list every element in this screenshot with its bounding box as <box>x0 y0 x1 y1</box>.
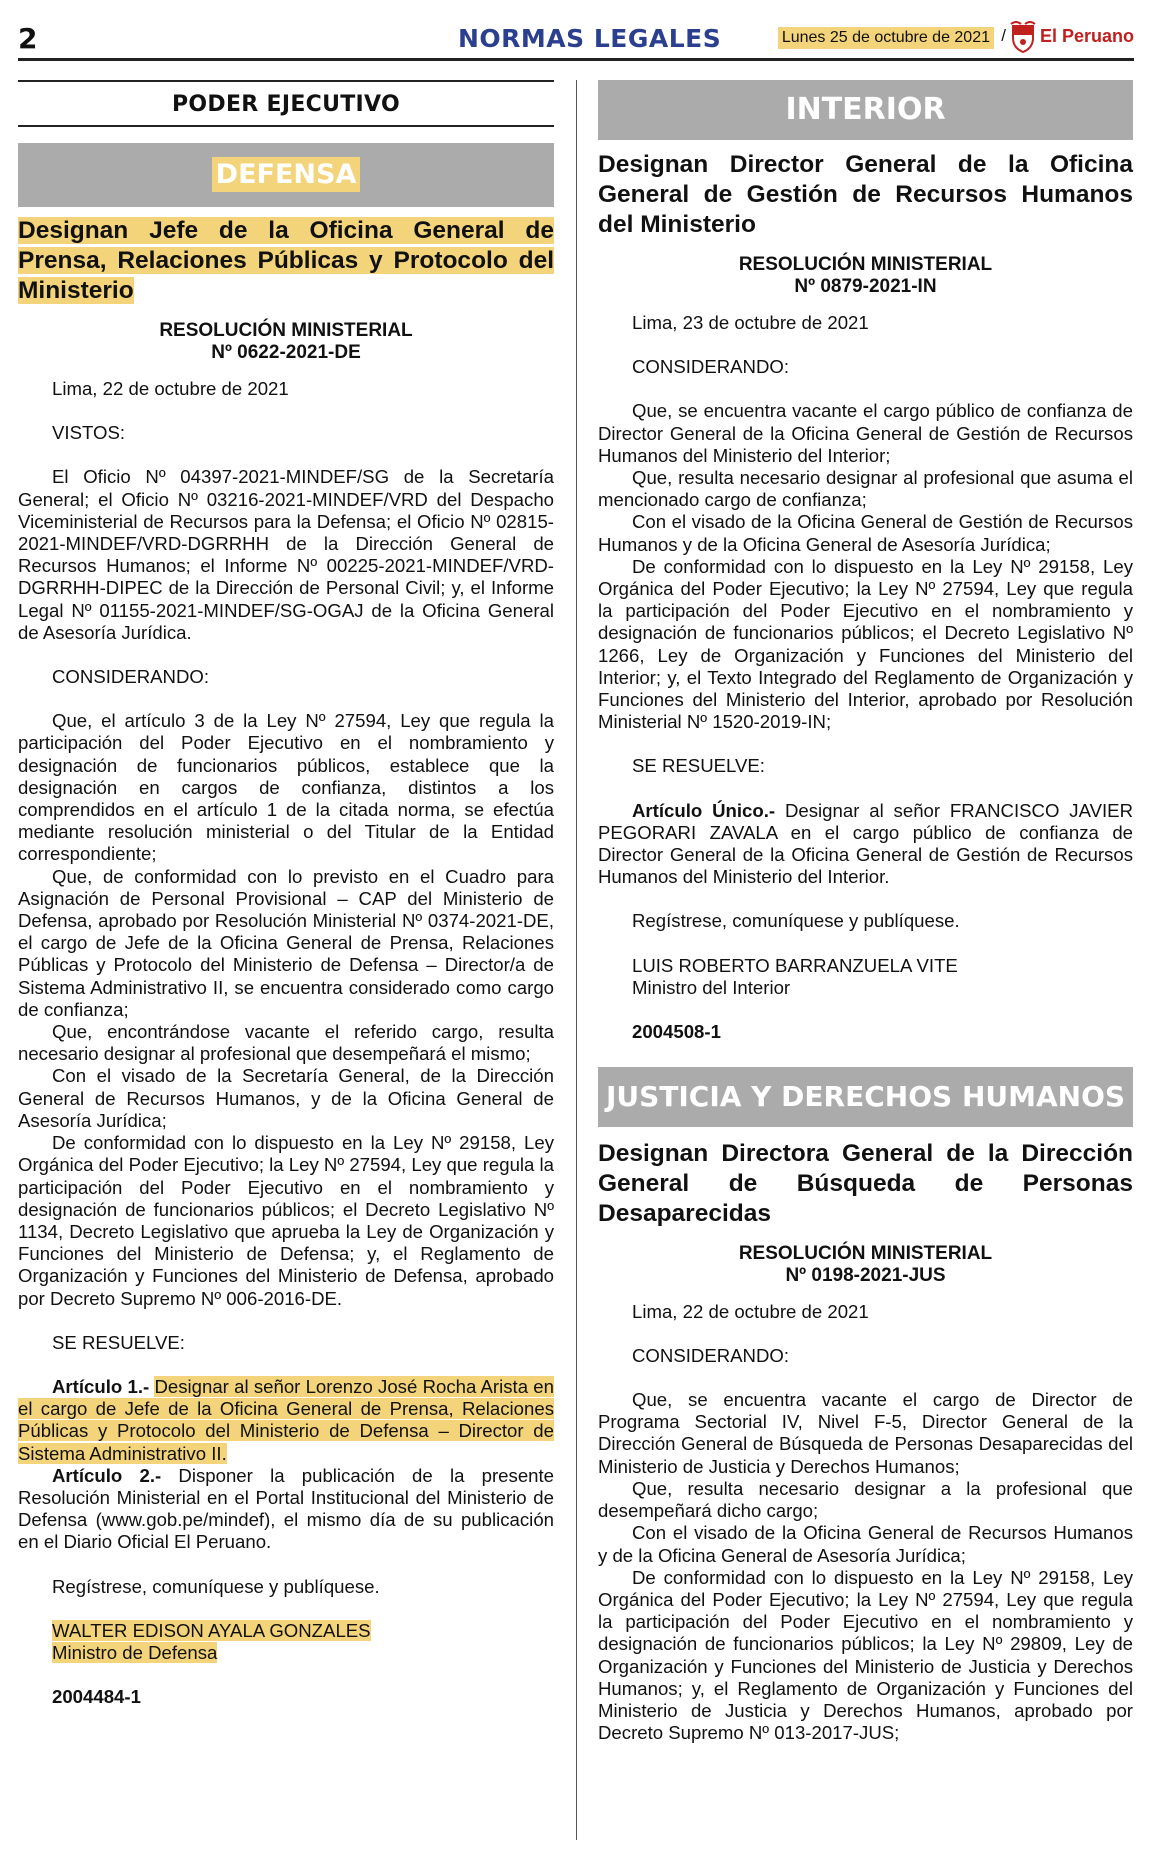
article-2: Artículo 2.- Disponer la publicación de la presente Resolución Ministerial en el Portal Institucional del Ministerio de Defensa (www.gob.pe/mindef), el mismo día de su publicación en el Diario Oficial El Peruano. <box>18 1464 555 1553</box>
sector-band-interior: INTERIOR <box>598 80 1133 140</box>
article-title: Designan Director General de la Oficina General de Gestión de Recursos Humanos del Ministerio <box>598 151 1133 238</box>
page-number: 2 <box>18 22 38 55</box>
signature: WALTER EDISON AYALA GONZALES Ministro de Defensa <box>52 1619 371 1663</box>
resuelve-label: SE RESUELVE: <box>632 755 765 777</box>
place-date: Lima, 23 de octubre de 2021 <box>632 312 869 333</box>
vistos-text: El Oficio Nº 04397-2021-MINDEF/SG de la Secretaría General; el Oficio Nº 03216-2021-MINDEF/VRD del Despacho Viceministerial de Recursos para la Defensa; el Oficio Nº 02815-2021-MINDEF/VRD-DGRRHH de la Dirección General de Recursos Humanos; el Informe Nº 00225-2021-MINDEF/VRD-DGRRHH-DIPEC de la Dirección de Personal Civil; y, el Informe Legal Nº 01155-2021-MINDEF/SG-OGAJ de la Oficina General de Asesoría Jurídica. <box>18 466 554 643</box>
considerandos <box>598 1389 1133 1744</box>
resuelve-label: SE RESUELVE: <box>52 1331 185 1353</box>
left-column <box>18 80 554 1708</box>
article-unico: Artículo Único.- Designar al señor FRANCISCO JAVIER PEGORARI ZAVALA en el cargo público de confianza de Director General de la Oficina General de Gestión de Recursos Humanos del Ministerio del Interior. <box>598 799 1133 888</box>
considerandos <box>18 710 554 1309</box>
paragraph: De conformidad con lo dispuesto en la Ley Nº 29158, Ley Orgánica del Poder Ejecutivo; la Ley Nº 27594, Ley que regula la participación del Poder Ejecutivo en el nombramiento y designación de funcionarios públicos; el Decreto Legislativo Nº 1266, Ley de Organización y Funciones del Ministerio del Interior; y, el Texto Integrado del Reglamento de Organización y Funciones del Ministerio del Interior, aprobado por Resolución Ministerial Nº 1520-2019-IN; <box>598 555 1133 733</box>
sector-label: DEFENSA <box>212 157 361 192</box>
paragraph: Con el visado de la Oficina General de Recursos Humanos y de la Oficina General de Asesoría Jurídica; <box>598 1522 1133 1566</box>
considerando-label: CONSIDERANDO: <box>632 356 790 378</box>
paragraph: Que, se encuentra vacante el cargo de Director de Programa Sectorial IV, Nivel F-5, Director General de la Dirección General de Búsqueda de Personas Desaparecidas del Ministerio de Justicia y Derechos Humanos; <box>598 1389 1133 1477</box>
page-header <box>18 18 1134 61</box>
newspaper-name: El Peruano <box>1039 26 1134 46</box>
place-date: Lima, 22 de octubre de 2021 <box>632 1300 869 1322</box>
closing: Regístrese, comuníquese y publíquese. <box>632 910 960 932</box>
right-column <box>598 80 1133 1744</box>
article-title: Designan Jefe de la Oficina General de Prensa, Relaciones Públicas y Protocolo del Ministerio <box>18 217 554 304</box>
place-date: Lima, 22 de octubre de 2021 <box>52 378 289 399</box>
publication-code: 2004484-1 <box>52 1685 141 1707</box>
poder-heading: PODER EJECUTIVO <box>18 80 554 127</box>
article-title: Designan Directora General de la Dirección General de Búsqueda de Personas Desaparecidas <box>598 1139 1133 1227</box>
column-divider <box>576 80 577 1840</box>
publication-code: 2004508-1 <box>632 1020 721 1042</box>
considerando-label: CONSIDERANDO: <box>52 666 210 688</box>
paragraph: Con el visado de la Secretaría General, de la Dirección General de Recursos Humanos, y de la Oficina General de Asesoría Jurídica; <box>18 1065 554 1131</box>
considerando-label: CONSIDERANDO: <box>632 1344 790 1366</box>
paragraph: Que, de conformidad con lo previsto en el Cuadro para Asignación de Personal Provisional – CAP del Ministerio de Defensa, aprobado por Resolución Ministerial Nº 0374-2021-DE, el cargo de Jefe de la Oficina General de Prensa, Relaciones Públicas y Protocolo del Ministerio de Defensa – Director/a de Sistema Administrativo II, se encuentra considerado como cargo de confianza; <box>18 865 554 1020</box>
sector-band-justicia: JUSTICIA Y DERECHOS HUMANOS <box>598 1067 1133 1127</box>
paragraph: Que, encontrándose vacante el referido cargo, resulta necesario designar al profesional que desempeñará el mismo; <box>18 1021 554 1065</box>
peru-coat-of-arms-icon <box>1010 20 1036 54</box>
paragraph: De conformidad con lo dispuesto en la Ley Nº 29158, Ley Orgánica del Poder Ejecutivo; la Ley Nº 27594, Ley que regula la participación del Poder Ejecutivo en el nombramiento y designación de funcionarios públicos; la Ley Nº 29809, Ley de Organización y Funciones del Ministerio de Justicia y Derechos Humanos; y, el Reglamento de Organización y Funciones del Ministerio de Justicia y Derechos Humanos, aprobado por Decreto Supremo Nº 013-2017-JUS; <box>598 1566 1133 1744</box>
paragraph: Que, se encuentra vacante el cargo público de confianza de Director General de la Oficina General de Gestión de Recursos Humanos del Ministerio del Interior; <box>598 400 1133 466</box>
resolution-heading: RESOLUCIÓN MINISTERIAL Nº 0879-2021-IN <box>738 254 993 297</box>
paragraph: De conformidad con lo dispuesto en la Ley Nº 29158, Ley Orgánica del Poder Ejecutivo; la Ley Nº 27594, Ley que regula la participación del Poder Ejecutivo en el nombramiento y designación de funcionarios públicos; el Decreto Legislativo Nº 1134, Decreto Legislativo que aprueba la Ley de Organización y Funciones del Ministerio de Defensa; y, el Reglamento de Organización y Funciones del Ministerio de Defensa, aprobado por Decreto Supremo Nº 006-2016-DE. <box>18 1132 555 1309</box>
paragraph: Con el visado de la Oficina General de Gestión de Recursos Humanos y de la Oficina General de Asesoría Jurídica; <box>598 511 1133 555</box>
considerandos <box>598 400 1133 733</box>
section-title: NORMAS LEGALES <box>458 24 722 53</box>
signature: LUIS ROBERTO BARRANZUELA VITE Ministro del Interior <box>632 954 958 998</box>
resolution-heading: RESOLUCIÓN MINISTERIAL Nº 0622-2021-DE <box>159 320 413 363</box>
article-1: Artículo 1.- Designar al señor Lorenzo José Rocha Arista en el cargo de Jefe de la Oficina General de Prensa, Relaciones Públicas y Protocolo del Ministerio de Defensa – Director de Sistema Administrativo II. <box>18 1375 554 1464</box>
paragraph: Que, resulta necesario designar a la profesional que desempeñará dicho cargo; <box>598 1477 1133 1522</box>
vistos-label: VISTOS: <box>52 422 126 444</box>
resolution-heading: RESOLUCIÓN MINISTERIAL Nº 0198-2021-JUS <box>738 1242 993 1286</box>
paragraph: Que, el artículo 3 de la Ley Nº 27594, Ley que regula la participación del Poder Ejecutivo en el nombramiento y designación de funcionarios públicos, establece que la designación en cargos de confianza, distintos a los comprendidos en el artículo 1 de la citada norma, se efectúa mediante resolución ministerial o del Titular de la Entidad correspondiente; <box>18 710 554 865</box>
closing: Regístrese, comuníquese y publíquese. <box>52 1575 380 1597</box>
issue-date: Lunes 25 de octubre de 2021 <box>778 27 994 49</box>
paragraph: Que, resulta necesario designar al profesional que asuma el mencionado cargo de confianza; <box>598 467 1133 511</box>
header-separator: / <box>1001 26 1006 45</box>
sector-band-defensa <box>18 143 554 207</box>
